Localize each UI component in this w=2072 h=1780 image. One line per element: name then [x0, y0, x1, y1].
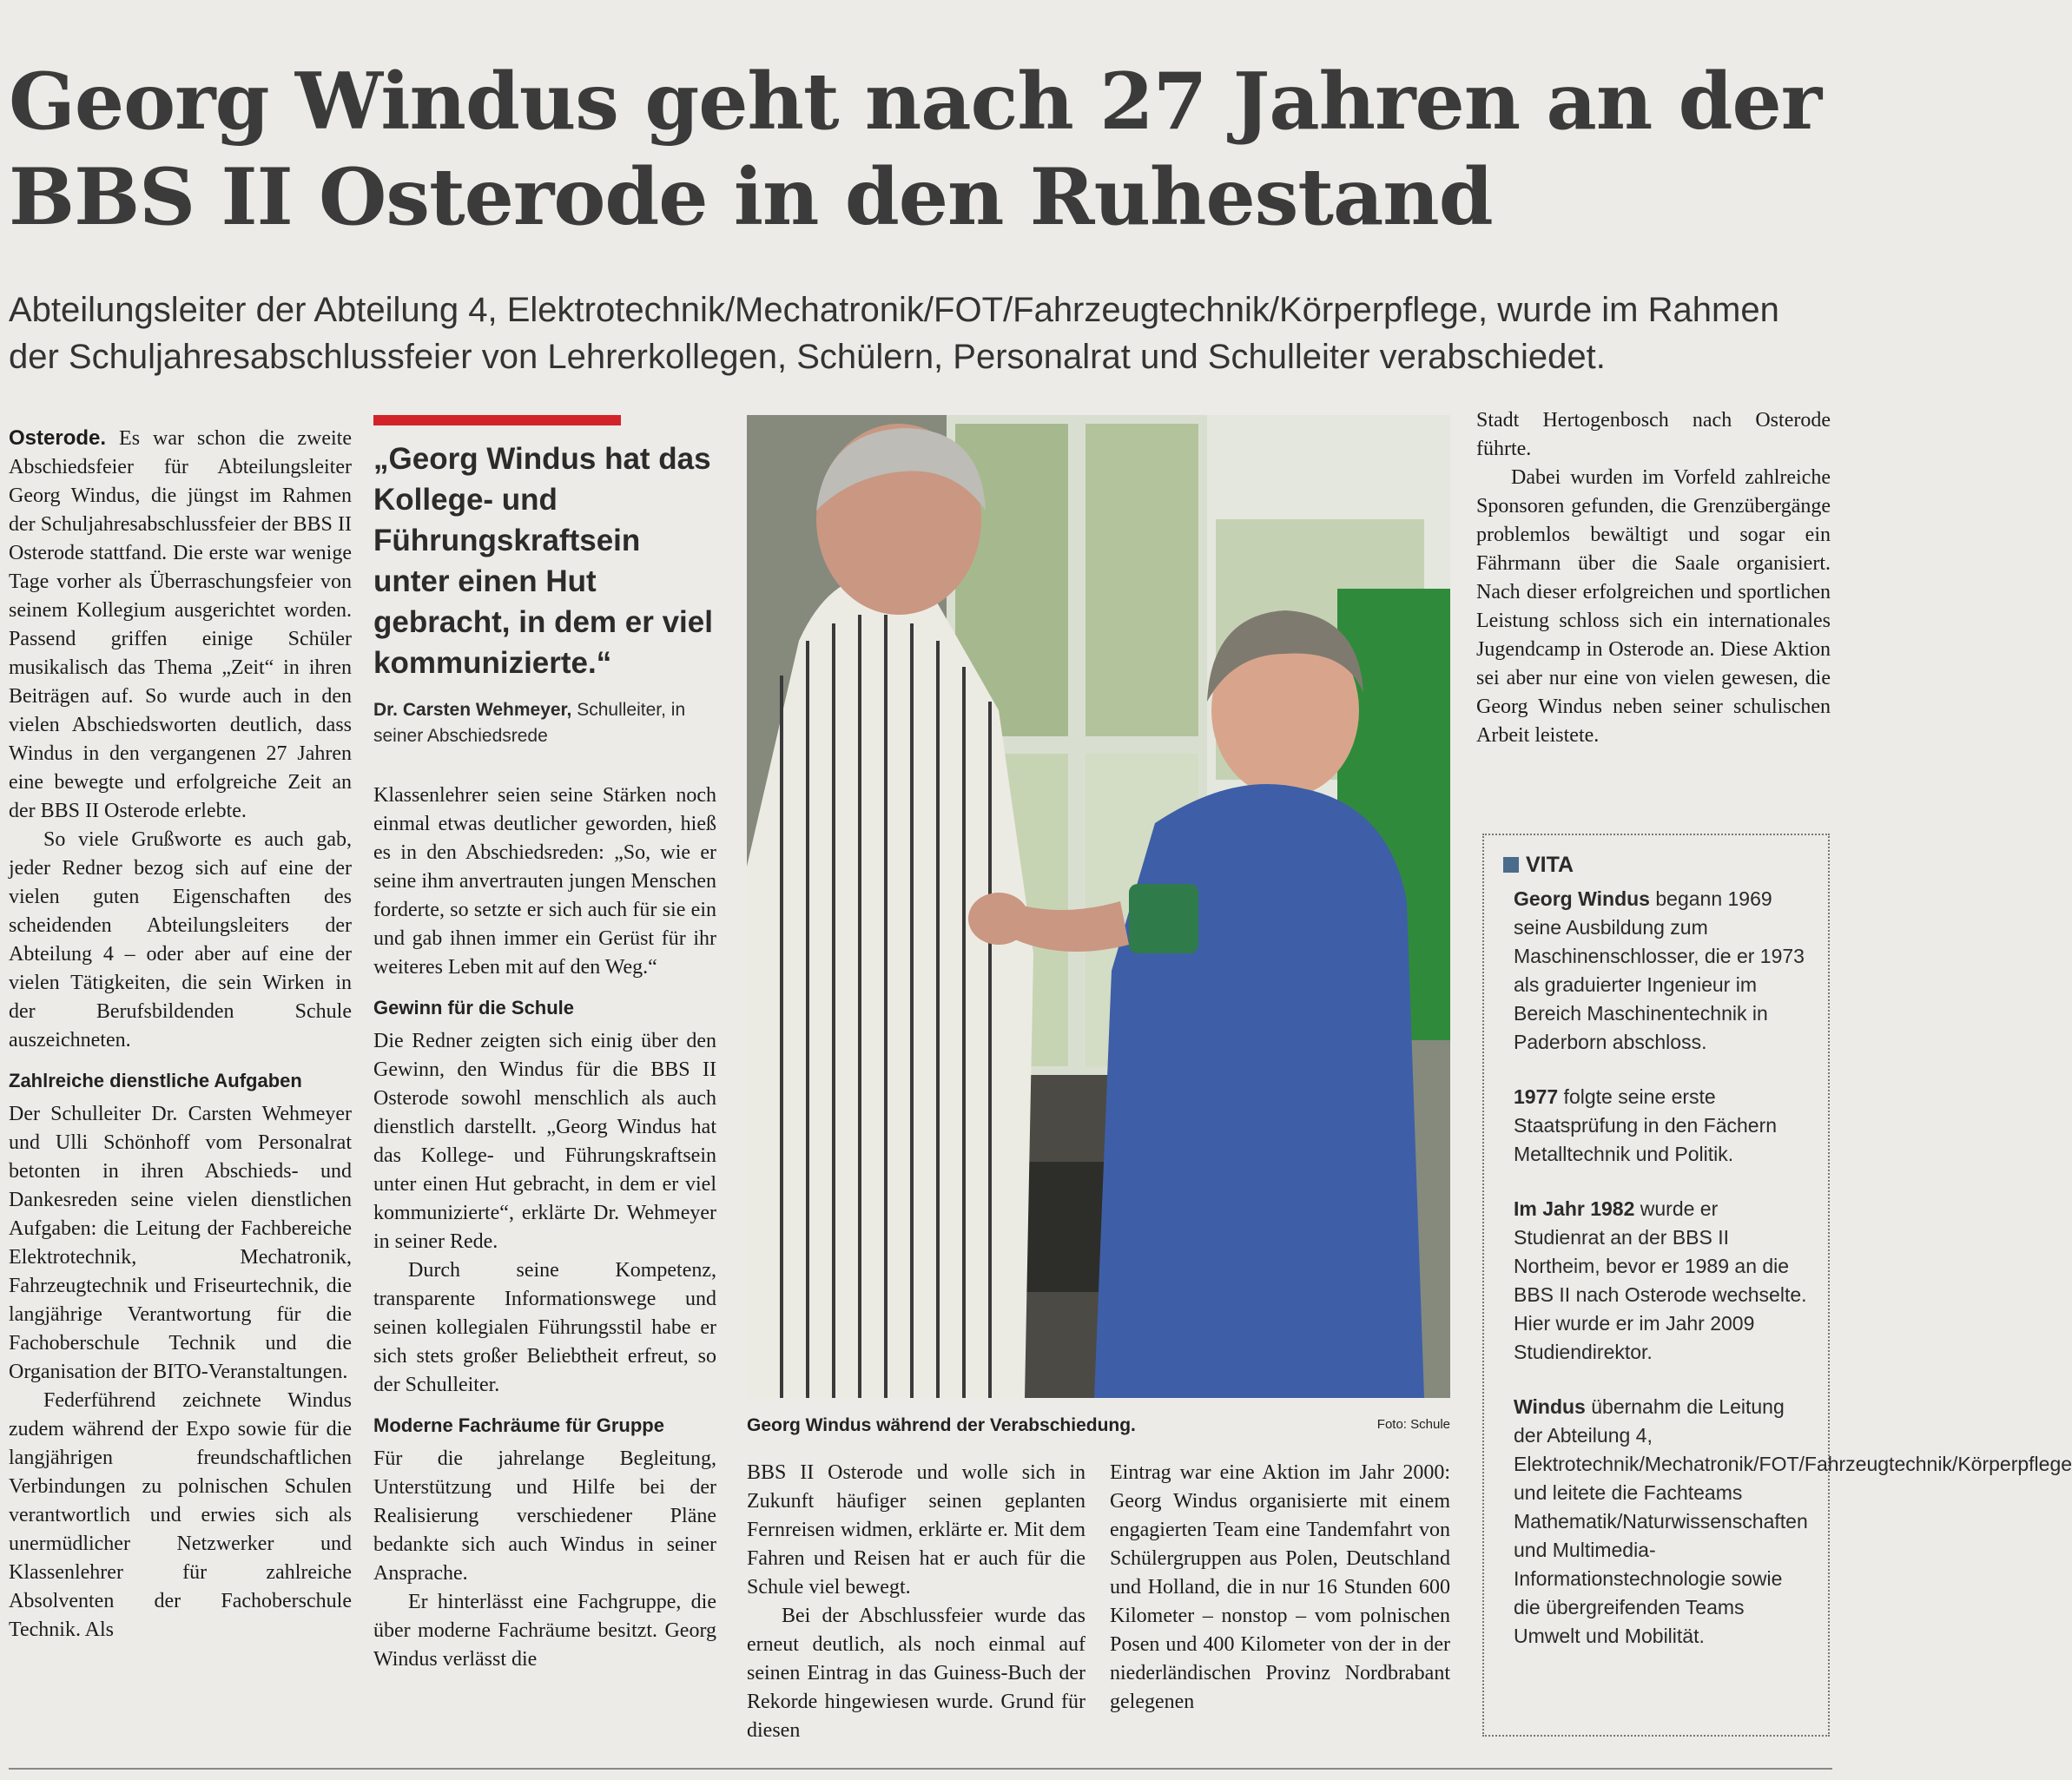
pullquote-accent-bar: [373, 415, 621, 425]
vita-square-icon: [1503, 857, 1519, 873]
paragraph: Es war schon die zweite Abschiedsfeier für Abteilungsleiter Georg Windus, die jüngst im Rahmen der Schuljahresabschlussfeier der BBS II Osterode stattfand. Die erste war wenige Tage vorher als Überraschungsfeier von seinem Kollegium ausgerichtet worden. Passend griffen einige Schüler musikalisch das Thema „Zeit“ in ihren Beiträgen auf. So wurde auch in den vielen Abschiedsworten deutlich, dass Windus in den vergangenen 27 Jahren eine bewegte und erfolgreiche Zeit an der BBS II Osterode erlebte.: [9, 427, 352, 822]
paragraph: Durch seine Kompetenz, transparente Informationswege und seinen kollegialen Führungsstil habe er sich stets großer Beliebtheit erfreut, so der Schulleiter.: [373, 1259, 716, 1396]
headline: Georg Windus geht nach 27 Jahren an der BBS II Osterode in den Ruhestand: [9, 56, 1822, 243]
article-photo: [747, 415, 1450, 1398]
vita-entry-text: folgte seine erste Staatsprüfung in den Fächern Metalltechnik und Politik.: [1514, 1085, 1778, 1165]
paragraph: Federführend zeichnete Windus zudem während der Expo sowie für die langjährigen freundschaftlichen Verbindungen zu polnischen Schulen verantwortlich und erwies sich als unermüdlicher Netzwerker und Klassenlehrer für zahlreiche Absolventen der Fachoberschule Technik. Als: [9, 1389, 352, 1641]
pullquote-author: Dr. Carsten Wehmeyer,: [373, 700, 572, 720]
vita-entry-lead: Windus: [1514, 1395, 1586, 1418]
vita-title: [1503, 851, 1809, 880]
paragraph: Die Redner zeigten sich einig über den Gewinn, den Windus für die BBS II Osterode sowohl menschlich als auch dienstlich darstellt. „Georg Windus hat das Kollege- und Führungskraftsein unter einen Hut gebracht, in dem er viel kommunizierte“, erklärte Dr. Wehmeyer in seiner Rede.: [373, 1030, 716, 1253]
paragraph: BBS II Osterode und wolle sich in Zukunft häufiger seinen geplanten Fernreisen widmen, erklärte er. Mit dem Fahren und Reisen hat er auch für die Schule viel bewegt.: [747, 1461, 1085, 1599]
paragraph: Für die jahrelange Begleitung, Unterstützung und Hilfe bei der Realisierung verschiedener Pläne bedankte sich auch Windus in seiner Ansprache.: [373, 1447, 716, 1585]
paragraph: Dabei wurden im Vorfeld zahlreiche Sponsoren gefunden, die Grenzübergänge problemlos bewältigt und sogar ein Fährmann über die Saale organisiert. Nach dieser erfolgreichen und sportlichen Leistung schloss sich ein internationales Jugendcamp in Osterode an. Diese Aktion sei aber nur eine von vielen gewesen, die Georg Windus neben seiner schulischen Arbeit leistete.: [1476, 466, 1831, 747]
paragraph: So viele Grußworte es auch gab, jeder Redner bezog sich auf eine der vielen guten Eigenschaften des scheidenden Abteilungsleiters der Abteilung 4 – oder aber auf eine der vielen Tätigkeiten, die sein Wirken in der Berufsbildenden Schule auszeichneten.: [9, 828, 352, 1052]
paragraph: Stadt Hertogenbosch nach Osterode führte.: [1476, 409, 1831, 460]
section-subtitle: Zahlreiche dienstliche Aufgaben: [9, 1070, 302, 1091]
photo-illustration: [747, 415, 1450, 1398]
vita-entry: [1514, 1083, 1809, 1169]
vita-entry: [1514, 885, 1809, 1057]
vita-entry-lead: 1977: [1514, 1085, 1559, 1108]
vita-entry-text: begann 1969 seine Ausbildung zum Maschinenschlosser, die er 1973 als graduierter Ingenieur im Bereich Maschinentechnik in Paderborn abschloss.: [1514, 887, 1805, 1053]
section-subtitle: Gewinn für die Schule: [373, 997, 575, 1019]
bottom-rule: [9, 1768, 1832, 1770]
article-column-3: [747, 1459, 1085, 1745]
vita-entry-text: übernahm die Leitung der Abteilung 4, Elektrotechnik/Mechatronik/FOT/Fahrzeugtechnik/Körperpflege und leitete die Fachteams Mathematik/Naturwissenschaften und Multimedia-Informationstechnologie sowie die übergreifenden Teams Umwelt und Mobilität.: [1514, 1395, 2072, 1647]
pullquote-attribution: [373, 697, 721, 749]
pullquote-role: Schulleiter, in seiner Abschiedsrede: [373, 700, 686, 746]
subheadline: Abteilungsleiter der Abteilung 4, Elektrotechnik/Mechatronik/FOT/Fahrzeugtechnik/Körperpflege, wurde im Rahmen der Schuljahresabschlussfeier von Lehrerkollegen, Schülern, Personalrat und Schulleiter verabschiedet.: [9, 291, 1779, 376]
vita-title-text: VITA: [1526, 853, 1574, 877]
article-column-4: [1110, 1459, 1450, 1717]
pullquote: „Georg Windus hat das Kollege- und Führungskraftsein unter einen Hut gebracht, in dem er viel kommunizierte.“: [373, 442, 713, 680]
vita-entry: [1514, 1393, 2072, 1651]
paragraph: Eintrag war eine Aktion im Jahr 2000: Georg Windus organisierte mit einem engagierten Team eine Tandemfahrt von Schülergruppen aus Polen, Deutschland und Holland, die in nur 16 Stunden 600 Kilometer – nonstop – vom polnischen Posen und 400 Kilometer von der in der niederländischen Provinz Nordbrabant gelegenen: [1110, 1461, 1450, 1713]
photo-credit: Foto: Schule: [1376, 1417, 1450, 1432]
paragraph: Der Schulleiter Dr. Carsten Wehmeyer und Ulli Schönhoff vom Personalrat betonten in ihren Abschieds- und Dankesreden seine vielen dienstlichen Aufgaben: die Leitung der Fachbereiche Elektrotechnik, Mechatronik, Fahrzeugtechnik und Friseurtechnik, die langjährige Verantwortung für die Fachoberschule Technik und die Organisation der BITO-Veranstaltungen.: [9, 1103, 352, 1383]
article-column-1: [9, 424, 352, 1645]
photo-caption: Georg Windus während der Verabschiedung.: [747, 1415, 1136, 1435]
paragraph: Er hinterlässt eine Fachgruppe, die über moderne Fachräume besitzt. Georg Windus verlässt die: [373, 1591, 716, 1671]
vita-entry: [1514, 1195, 1809, 1367]
article-column-5: [1476, 406, 1831, 750]
paragraph: Bei der Abschlussfeier wurde das erneut deutlich, als noch einmal auf seinen Eintrag in das Guiness-Buch der Rekorde hingewiesen wurde. Grund für diesen: [747, 1605, 1085, 1742]
section-subtitle: Moderne Fachräume für Gruppe: [373, 1414, 664, 1436]
photo-caption-row: [747, 1415, 1450, 1436]
vita-box: [1482, 834, 2072, 1737]
vita-entry-lead: Im Jahr 1982: [1514, 1197, 1635, 1220]
vita-entry-lead: Georg Windus: [1514, 887, 1650, 910]
dateline: Osterode.: [9, 426, 107, 450]
vita-entry-text: wurde er Studienrat an der BBS II Northeim, bevor er 1989 an die BBS II nach Osterode wechselte. Hier wurde er im Jahr 2009 Studiendirektor.: [1514, 1197, 1807, 1363]
paragraph: Klassenlehrer seien seine Stärken noch einmal etwas deutlicher geworden, hieß es in den Abschiedsreden: „So, wie er seine ihm anvertrauten jungen Menschen forderte, so setzte er sich auch für sie ein und gab ihnen immer ein Gerüst für ihr weiteres Leben mit auf den Weg.“: [373, 784, 716, 979]
article-column-2: [373, 781, 716, 1674]
